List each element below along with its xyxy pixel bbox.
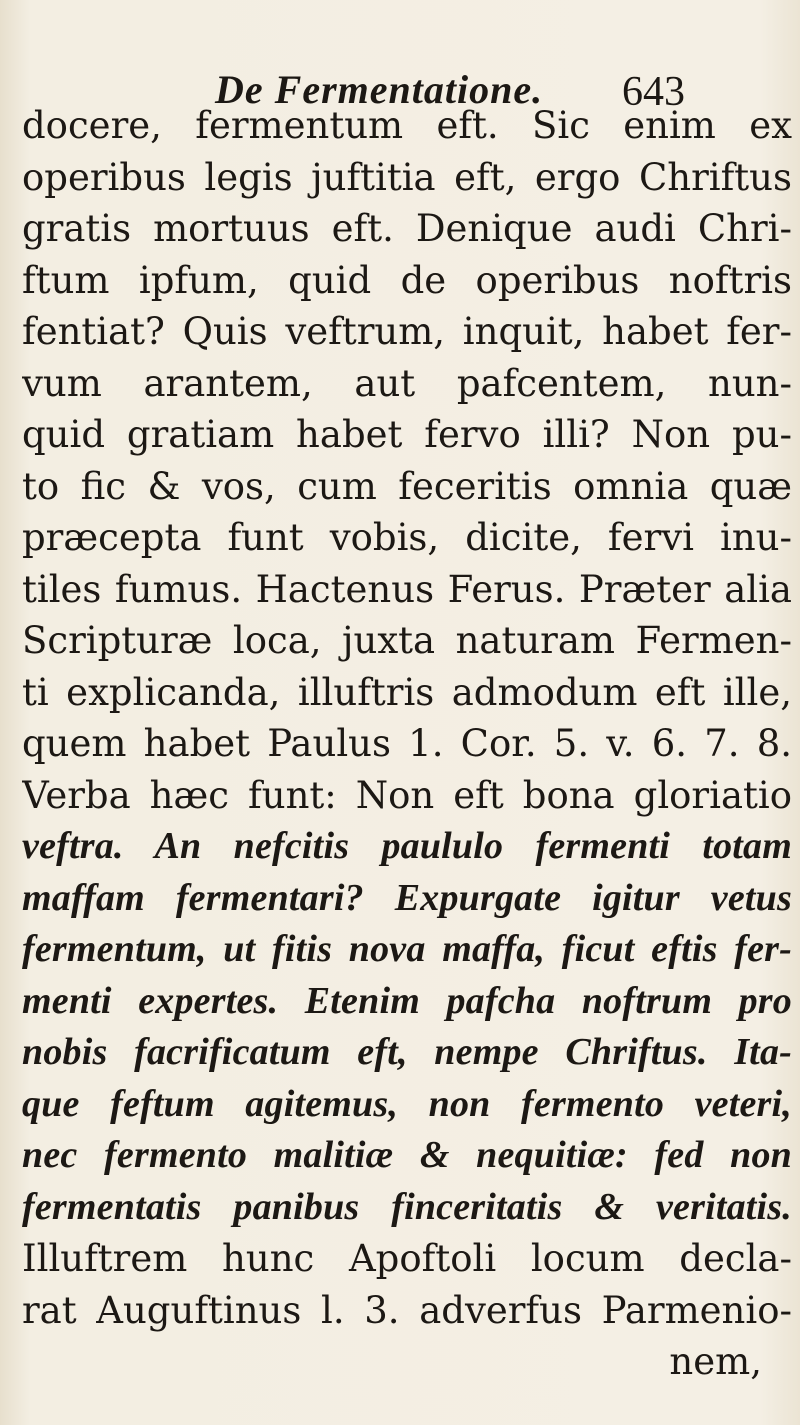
text-line-15: veftra. An nefcitis paululo fermenti totam xyxy=(22,825,792,867)
text-line-2: operibus legis juftitia eft, ergo Chriftus xyxy=(22,155,792,199)
text-line-13: quem habet Paulus 1. Cor. 5. v. 6. 7. 8. xyxy=(22,722,792,765)
text-line-23: Illuftrem hunc Apoftoli locum decla- xyxy=(22,1237,792,1280)
text-line-21: nec fermento malitiæ & nequitiæ: fed non xyxy=(22,1134,792,1176)
text-line-3: gratis mortuus eft. Denique audi Chri- xyxy=(22,207,792,250)
text-line-14: Verba hæc funt: Non eft bona gloriatio xyxy=(22,773,792,817)
text-line-6: vum arantem, aut pafcentem, nun- xyxy=(22,361,792,405)
text-line-17: fermentum, ut fitis nova maffa, ficut eftis fer- xyxy=(22,928,792,970)
text-line-16: maffam fermentari? Expurgate igitur vetus xyxy=(22,876,792,919)
text-line-1: docere, fermentum eft. Sic enim ex xyxy=(22,104,792,147)
text-line-20: que feftum agitemus, non fermento veteri, xyxy=(22,1082,792,1125)
text-line-24: rat Auguftinus l. 3. adverfus Parmenio- xyxy=(22,1288,792,1332)
text-line-8: to fic & vos, cum feceritis omnia quæ xyxy=(22,464,792,508)
text-line-7: quid gratiam habet fervo illi? Non pu- xyxy=(22,413,792,456)
text-line-25: nem, xyxy=(669,1340,762,1383)
body-text xyxy=(22,100,792,1388)
text-line-5: fentiat? Quis veftrum, inquit, habet fer- xyxy=(22,310,792,353)
text-line-22: fermentatis panibus finceritatis & veritatis. xyxy=(22,1185,792,1228)
text-line-4: ftum ipfum, quid de operibus noftris xyxy=(22,258,792,302)
text-line-9: præcepta funt vobis, dicite, fervi inu- xyxy=(22,516,792,559)
text-line-10: tiles fumus. Hactenus Ferus. Præter alia xyxy=(22,567,792,611)
page-number: 643 xyxy=(622,69,685,115)
running-head: De Fermentatione. xyxy=(215,67,544,112)
text-line-19: nobis facrificatum eft, nempe Chriftus. Ita- xyxy=(22,1031,792,1073)
text-line-12: ti explicanda, illuftris admodum eft ille, xyxy=(22,670,792,714)
text-line-18: menti expertes. Etenim pafcha noftrum pro xyxy=(22,979,792,1022)
text-line-11: Scripturæ loca, juxta naturam Fermen- xyxy=(22,619,792,662)
